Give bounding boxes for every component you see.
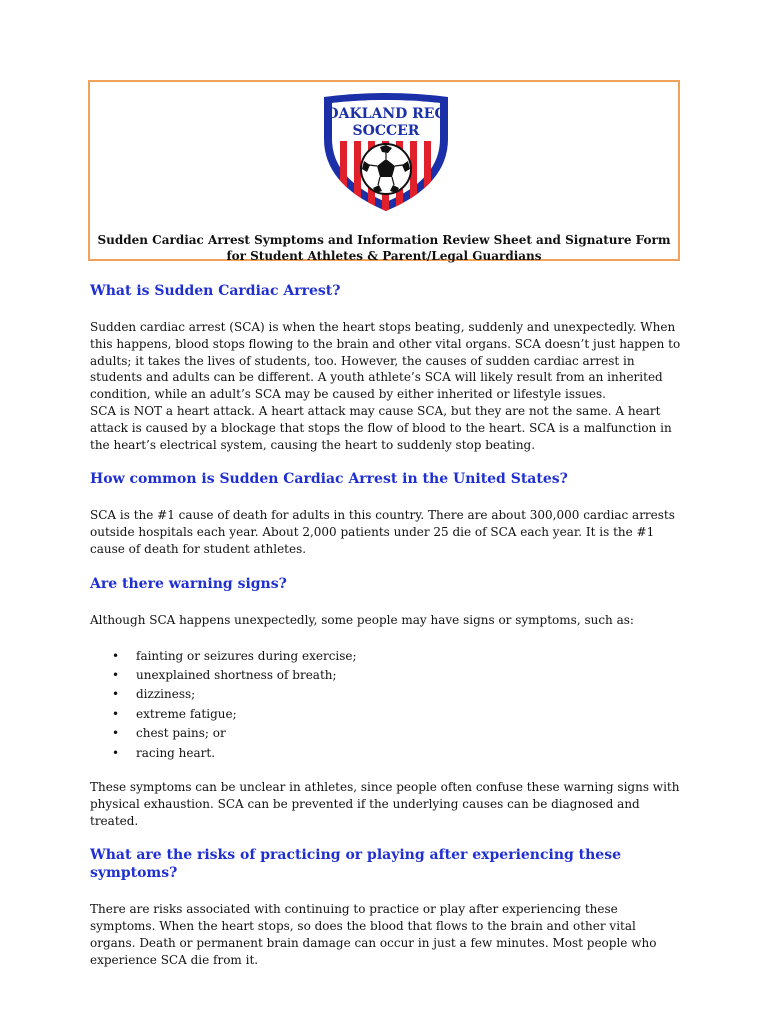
section-heading: What are the risks of practicing or playing after experiencing these symptoms?: [90, 847, 622, 882]
list-item: • chest pains; or: [112, 726, 226, 741]
section-heading: What is Sudden Cardiac Arrest?: [90, 283, 341, 299]
paragraph: Sudden cardiac arrest (SCA) is when the heart stops beating, suddenly and unexpectedly. When this happens, blood stops flowing to the brain and other vital organs. SCA doesn’t just happen to adults; it takes the lives of students, too. However, the causes of sudden cardiac arrest in students and adults can be different. A youth athlete’s SCA will likely result from an inherited condition, while an adult’s SCA may be caused by either inherited or lifestyle issues.: [90, 320, 681, 402]
logo-line2: SOCCER: [352, 123, 420, 139]
section-heading: How common is Sudden Cardiac Arrest in the United States?: [90, 471, 568, 488]
form-title-line1: Sudden Cardiac Arrest Symptoms and Information Review Sheet and Signature Form: [97, 233, 671, 247]
symptom-list: [90, 647, 682, 763]
section-what-is-sca: [90, 282, 682, 453]
paragraph: These symptoms can be unclear in athletes, since people often confuse these warning signs with physical exhaustion. SCA can be prevented if the underlying causes can be diagnosed and treated.: [90, 780, 680, 828]
form-title: [90, 232, 678, 264]
list-item: • racing heart.: [112, 745, 216, 760]
oakland-rec-soccer-logo: [316, 93, 456, 213]
paragraph: SCA is the #1 cause of death for adults in this country. There are about 300,000 cardiac arrests outside hospitals each year. About 2,000 patients under 25 die of SCA each year. It is the #1 cause of death for student athletes.: [90, 508, 675, 556]
paragraph: Although SCA happens unexpectedly, some people may have signs or symptoms, such as:: [90, 612, 634, 627]
soccer-ball-icon: [361, 144, 411, 194]
paragraph: There are risks associated with continuing to practice or play after experiencing these symptoms. When the heart stops, so does the blood that flows to the brain and other vital organs. Death or permanent brain damage can occur in just a few minutes. Most people who experience SCA die from it.: [90, 902, 657, 967]
list-item: • fainting or seizures during exercise;: [112, 648, 357, 663]
section-warning-signs: [90, 575, 682, 830]
section-how-common: [90, 470, 682, 557]
section-risks: [90, 846, 682, 968]
list-item: • dizziness;: [112, 687, 196, 702]
list-item: • extreme fatigue;: [112, 706, 237, 721]
section-heading: Are there warning signs?: [90, 575, 287, 592]
list-item: • unexplained shortness of breath;: [112, 667, 337, 682]
document-body: [90, 282, 682, 986]
logo-line1: OAKLAND REC: [326, 106, 446, 122]
paragraph: SCA is NOT a heart attack. A heart attack may cause SCA, but they are not the same. A heart attack is caused by a blockage that stops the flow of blood to the heart. SCA is a malfunction in the heart’s electrical system, causing the heart to suddenly stop beating.: [90, 403, 672, 452]
header-box: [88, 80, 680, 261]
form-title-line2: for Student Athletes & Parent/Legal Guardians: [226, 249, 542, 263]
